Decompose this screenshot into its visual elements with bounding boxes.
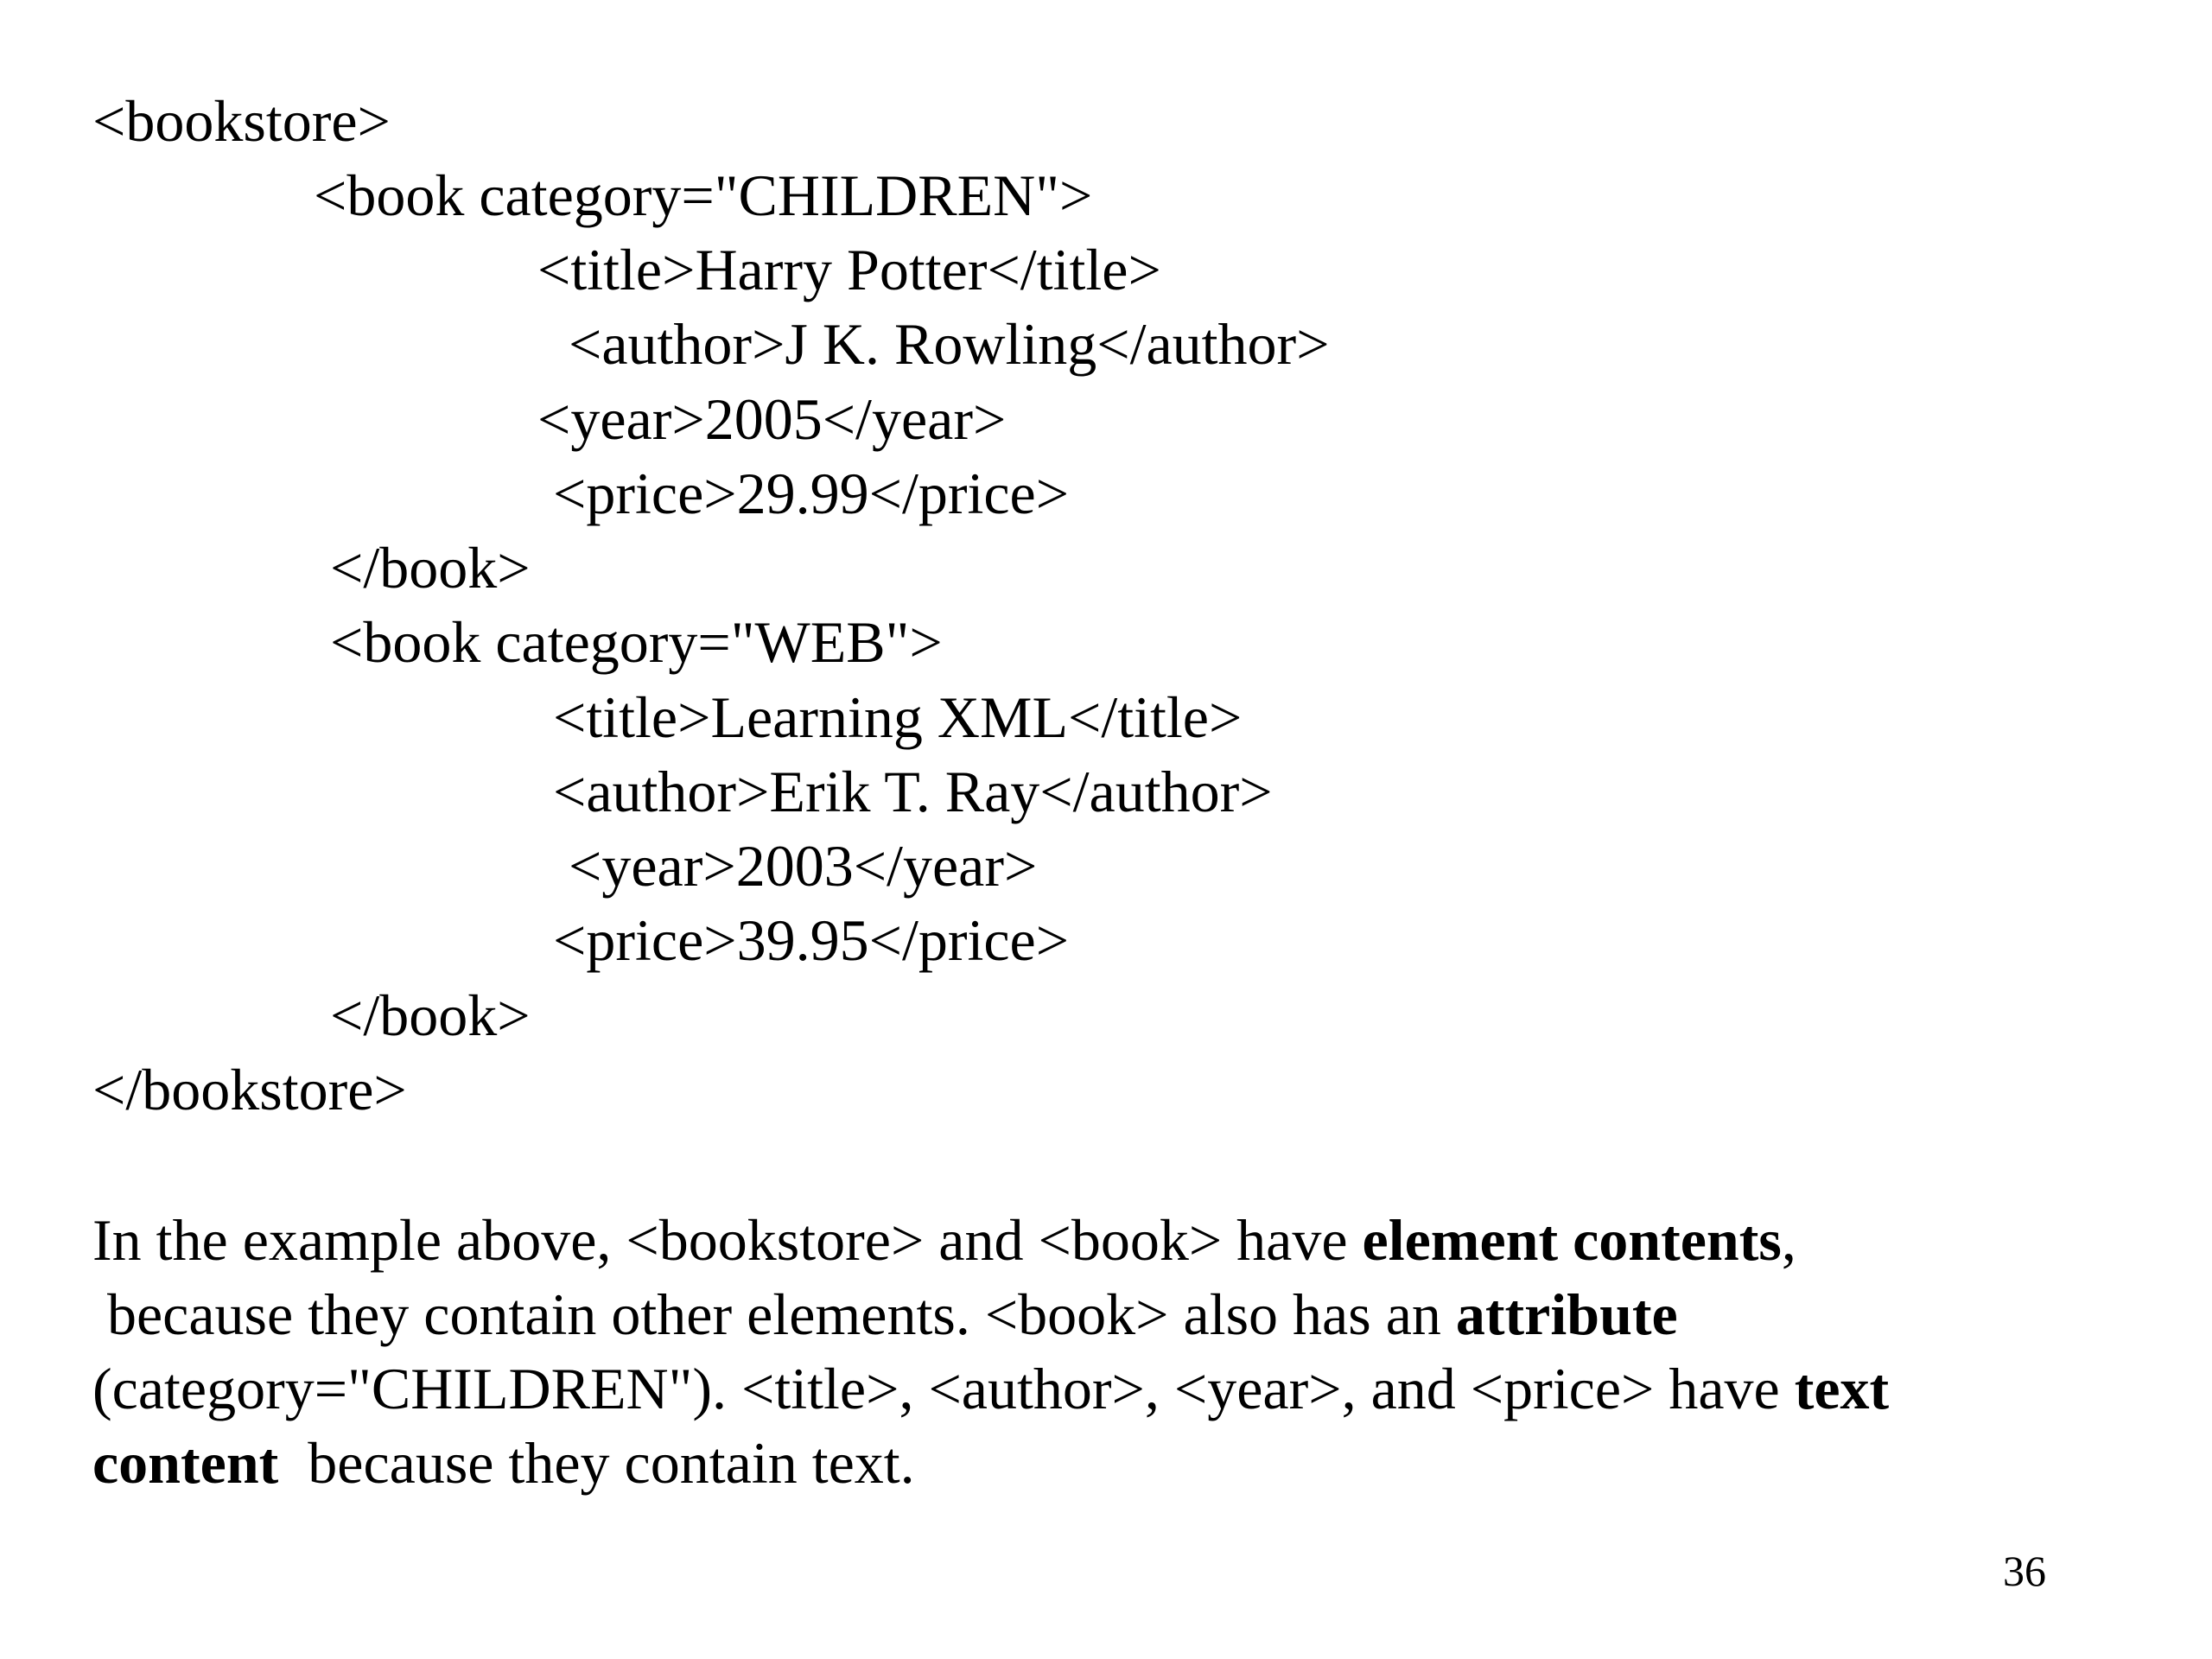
code-line-price-2999: <price>29.99</price> [553,461,1070,526]
explanation-text: because they contain other elements. <book> also has an [92,1281,1456,1347]
explanation-line-4 [92,1426,2080,1500]
code-line-author-rowling: <author>J K. Rowling</author> [569,311,1330,377]
code-line-book-close-1: </book> [330,535,531,601]
code-line-book-close-2: </book> [330,982,531,1048]
code-line-book-web-open: <book category="WEB"> [330,609,943,675]
term-text: text [1794,1356,1890,1421]
code-line-book-children-open: <book category="CHILDREN"> [314,162,1093,228]
code-line-year-2005: <year>2005</year> [537,386,1007,452]
explanation-line-3 [92,1351,2080,1426]
term-attribute: attribute [1455,1281,1678,1347]
code-line-year-2003: <year>2003</year> [569,833,1038,899]
page-number: 36 [2003,1547,2046,1595]
code-line-bookstore-close: </bookstore> [92,1057,407,1122]
term-content: content [92,1430,279,1496]
explanation-text: because they contain text. [278,1430,915,1496]
explanation-text: (category="CHILDREN"). <title>, <author>, <year>, and <price> have [92,1356,1795,1421]
code-line-author-ray: <author>Erik T. Ray</author> [553,759,1273,824]
code-line-price-3995: <price>39.95</price> [553,907,1070,973]
term-element-contents: element contents [1362,1207,1782,1273]
code-line-title-learning-xml: <title>Learning XML</title> [553,684,1243,750]
explanation-line-1 [92,1203,2080,1277]
explanation-paragraph [92,1203,2080,1500]
explanation-text: In the example above, <bookstore> and <book> have [92,1207,1363,1273]
code-line-bookstore-open: <bookstore> [92,88,391,154]
explanation-line-2 [92,1277,2080,1351]
code-line-title-harry-potter: <title>Harry Potter</title> [537,237,1161,302]
explanation-text: , [1781,1207,1796,1273]
